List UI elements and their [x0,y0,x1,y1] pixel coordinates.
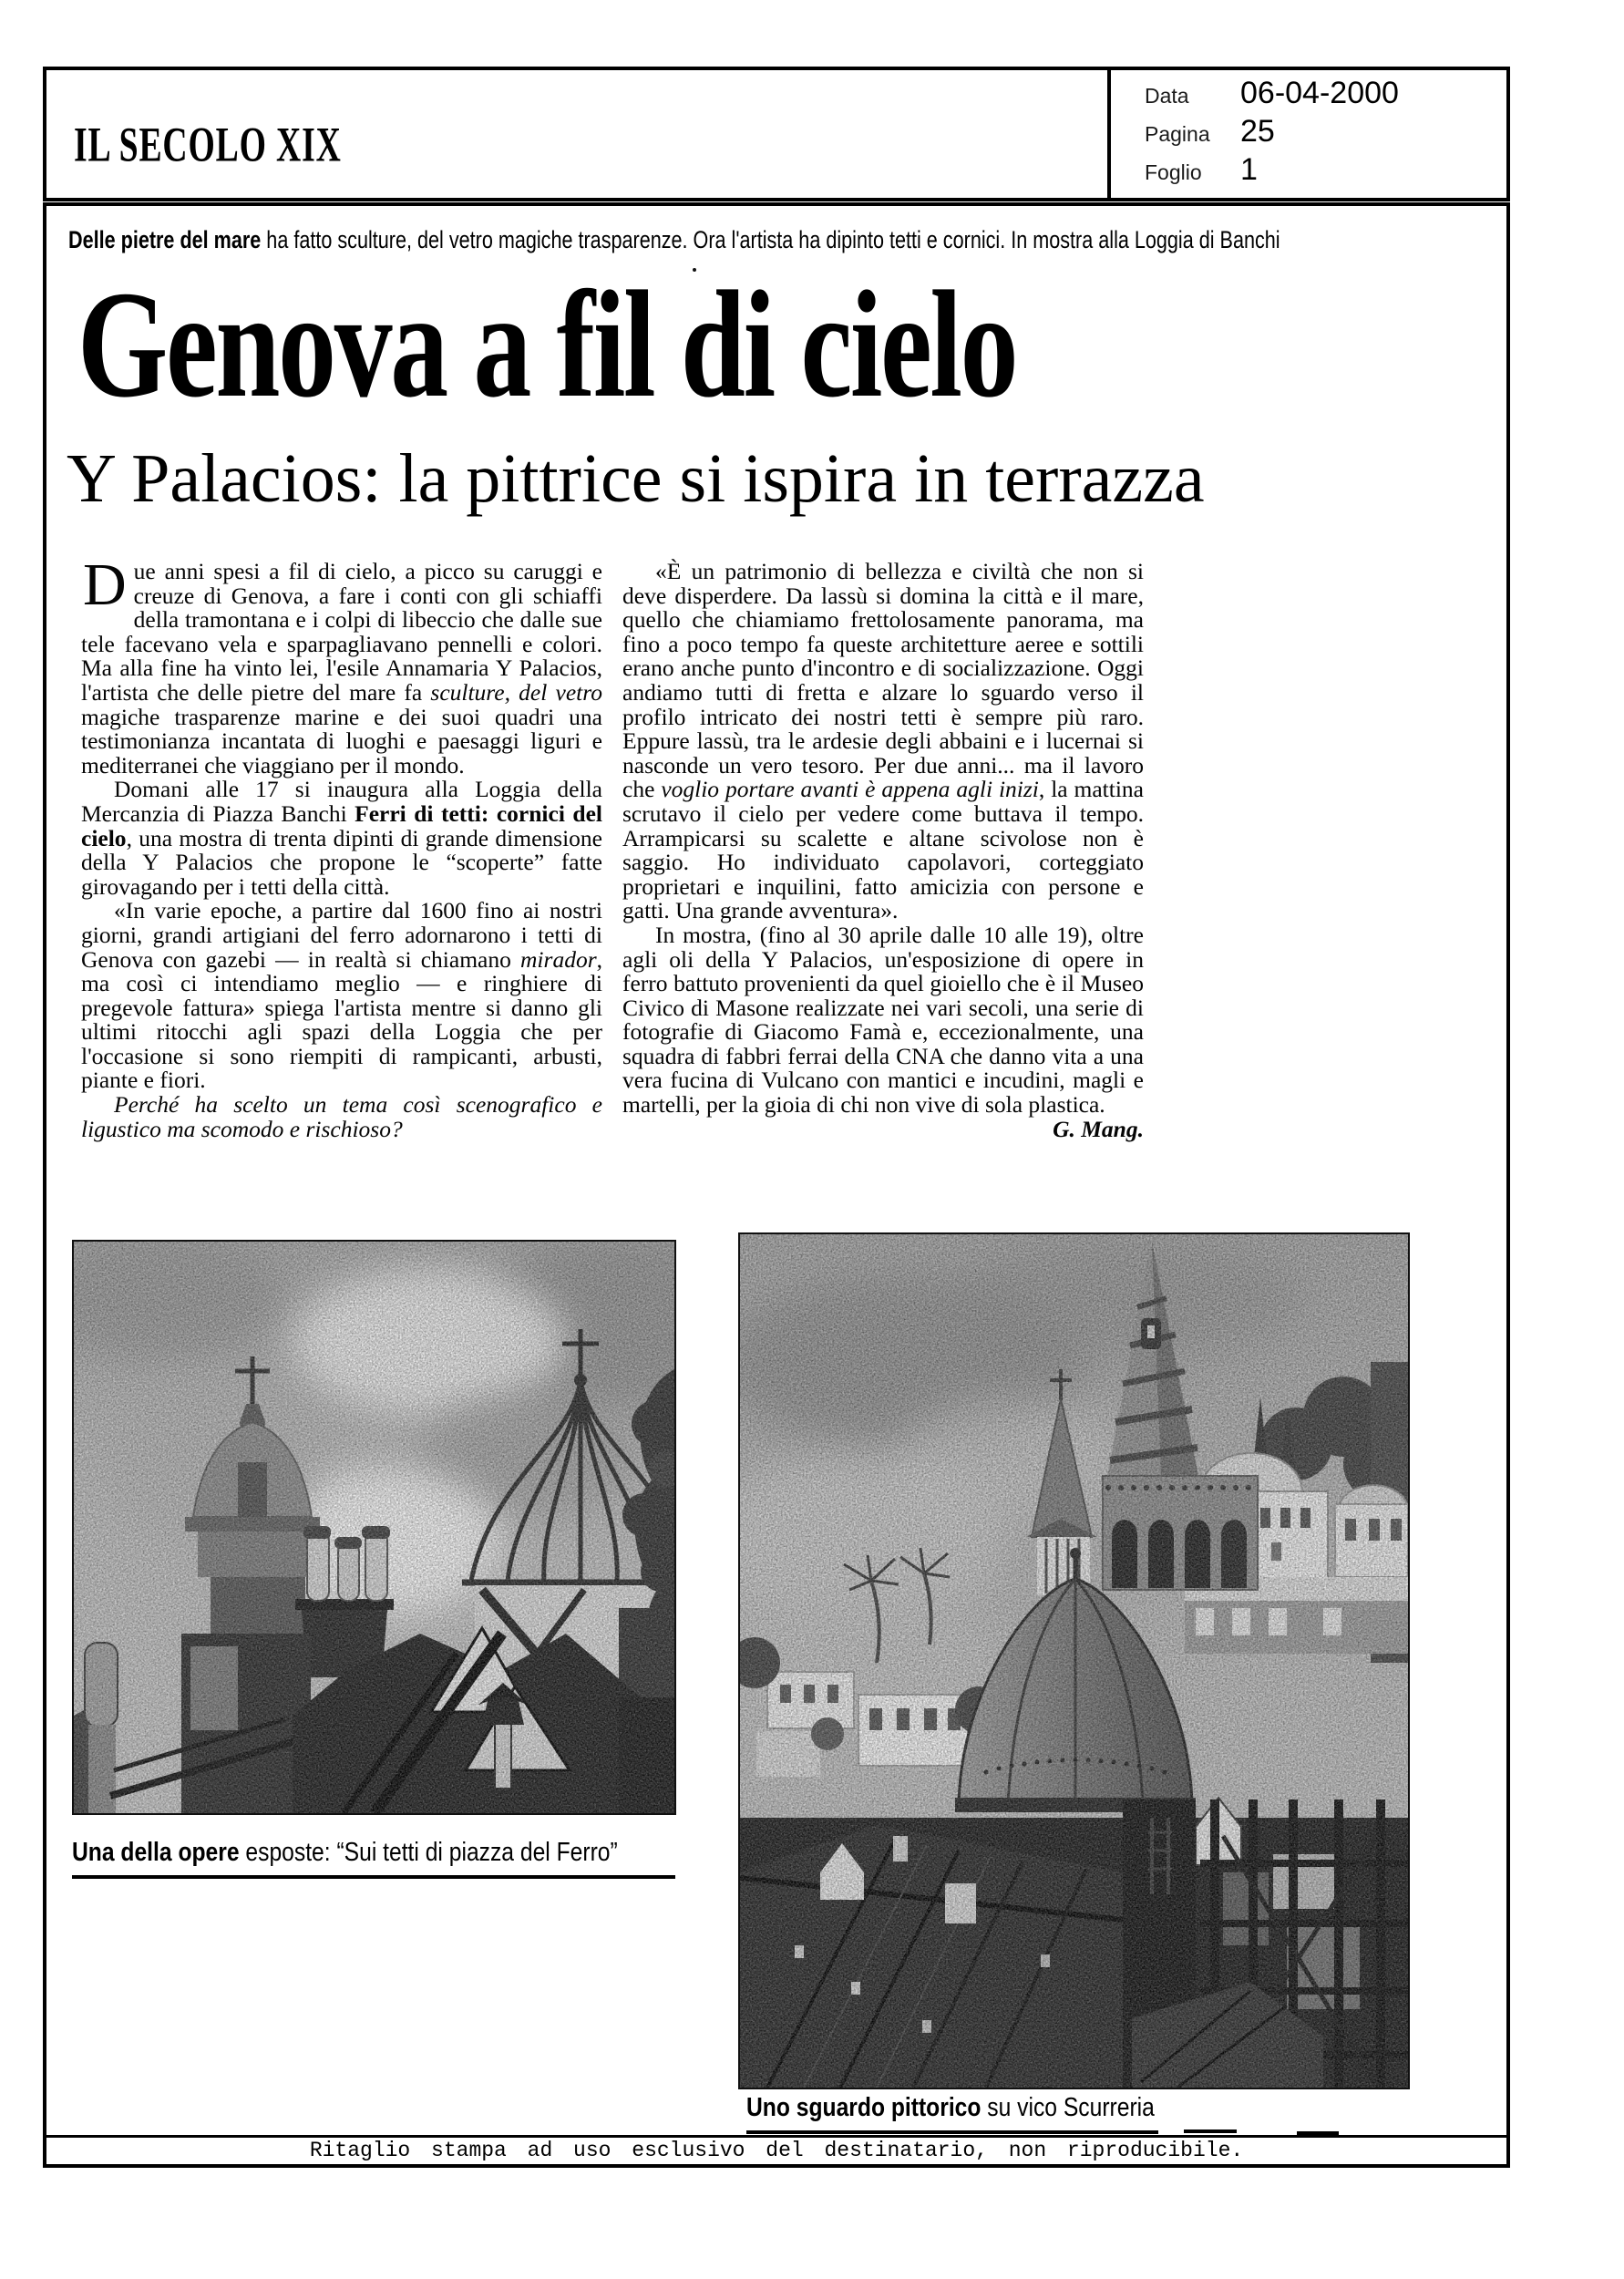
meta-label-data: Data [1145,84,1189,108]
text-run: «In varie epoche, a partire dal 1600 fino ai nostri giorni, grandi artigiani del ferro adornarono i tetti di Genova con gazebi — in realtà si chiamano [81,897,602,973]
article-column-2 [622,560,1144,1141]
kicker-bold-lead: Delle pietre del mare [68,226,262,253]
clipping-meta [1145,76,1399,191]
text-run: ue anni spesi a fil di cielo, a picco su caruggi e creuze di Genova, a fare i conti con gli schiaffi della tramontana e i colpi di libeccio che dalle sue tele facevano vela e sparpagliavano pennelli e colori. Ma alla fine ha vinto lei, l'esile Annamaria Y Palacios, l'artista che delle pietre del mare fa [81,558,602,706]
text-run: Domani alle 17 si inaugura alla Loggia della Mercanzia di Piazza Banchi [81,776,602,827]
masthead-box [43,67,1510,201]
text-run: , una mostra di trenta dipinti di grande dimensione della Y Palacios che propone le “scoperte” fatte girovagando per i tetti della città. [81,824,602,900]
article-paragraph [622,923,1144,1118]
photo-painting-piazza-del-ferro [72,1240,676,1815]
meta-label-foglio: Foglio [1145,160,1202,184]
article-paragraph [81,899,602,1093]
newspaper-masthead: IL SECOLO XIX [74,117,342,172]
rooftops-painting-1 [74,1242,674,1813]
photo1-caption-lead: Una della opere [72,1838,240,1867]
subhead: Y Palacios: la pittrice si ispira in terrazza [67,440,1205,517]
article-paragraph [81,778,602,899]
meta-value-data: 06-04-2000 [1240,76,1399,110]
text-run: In mostra, (fino al 30 aprile dalle 10 alle 19), oltre agli oli della Y Palacios, un'esposizione di opere in ferro battuto provenienti da quel gioiello che è il Museo Civico di Masone realizzate nei vari secoli, una serie di fotografie di Giacomo Famà e, eccezionalmente, una squadra di fabbri ferrai della CNA che danno vita a una vera fucina di Vulcano con mantici e incudini, magli e martelli, per la gioia di chi non vive di sola plastica. [622,921,1144,1119]
header-divider [1107,70,1111,198]
text-run: G. Mang. [1053,1115,1144,1142]
photo1-caption [72,1838,675,1879]
text-run: voglio portare avanti è appena agli inizi [661,776,1039,803]
article-frame [43,202,1510,2168]
drop-cap: D [83,552,127,618]
text-run: «È un patrimonio di bellezza e civiltà che non si deve disperdere. Da lassù si domina la città e il mare, quello che chiamiamo frettolosamente panorama, ma fino a poco tempo fa queste architetture aeree e sottili erano anche punto d'incontro e di socializzazione. Oggi andiamo tutti di fretta e alzare lo sguardo verso il profilo intricato dei nostri tetti è sempre più raro. Eppure lassù, tra le ardesie degli abbaini e i lucernai si nasconde un vero tesoro. Per due anni... ma il lavoro che [622,558,1144,803]
meta-row-data [1145,76,1399,114]
meta-value-foglio: 1 [1240,152,1258,187]
text-run: magiche trasparenze marine e dei suoi quadri una testimonianza incantata di luoghi e paesaggi liguri e mediterranei che viaggiano per il mondo. [81,703,602,779]
photo2-caption-text [746,2093,1155,2123]
article-paragraph [81,1093,602,1141]
article-paragraph [622,560,1144,923]
press-clipping-notice: Ritaglio stampa ad uso esclusivo del destinatario, non riproducibile. [309,2139,1244,2162]
article-paragraph [622,1115,1144,1142]
headline: Genova a fil di cielo [77,260,1017,429]
photo2-caption-rest: su vico Scurreria [981,2093,1155,2122]
press-clipping-notice-strip [46,2135,1506,2164]
kicker-rest: ha fatto sculture, del vetro magiche trasparenze. Ora l'artista ha dipinto tetti e cornici. In mostra alla Loggia di Banchi [261,226,1280,253]
meta-row-foglio [1145,152,1399,191]
article-column-1 [81,552,602,1142]
text-run: mirador [520,945,597,973]
kicker-line [68,226,1490,254]
article-paragraph [81,552,602,779]
photo1-caption-rest: esposte: “Sui tetti di piazza del Ferro” [239,1838,618,1867]
text-run: , la mattina scrutavo il cielo per vedere come buttava il tempo. Arrampicarsi su scalette e altane scivolose non è saggio. Ho individuato capolavori, corteggiato proprietari e inquilini, fatto amicizia con persone e gatti. Una grande avventura». [622,776,1144,924]
text-run: Ferri di tetti: cornici del cielo [81,799,602,851]
meta-row-pagina [1145,114,1399,152]
meta-label-pagina: Pagina [1145,122,1210,146]
text-run: , ma così ci intendiamo meglio — e ringhiere di pregevole fattura» spiega l'artista mentre si danno gli ultimi ritocchi agli spazi della Loggia che per l'occasione si sono riempiti di rampicanti, arbusti, piante e fiori. [81,945,602,1094]
photo2-caption [746,2093,1158,2134]
photo2-caption-lead: Uno sguardo pittorico [746,2093,982,2122]
text-run: Perché ha scelto un tema così scenografico e ligustico ma scomodo e rischioso? [81,1091,602,1142]
caption-underline-dash [1184,2129,1237,2133]
kicker-text [68,226,1280,254]
meta-value-pagina: 25 [1240,114,1275,149]
text-run: sculture, del vetro [430,678,602,706]
photo1-caption-text [72,1838,618,1868]
rooftops-painting-2 [740,1234,1408,2088]
photo-painting-vico-scurreria [738,1232,1410,2089]
